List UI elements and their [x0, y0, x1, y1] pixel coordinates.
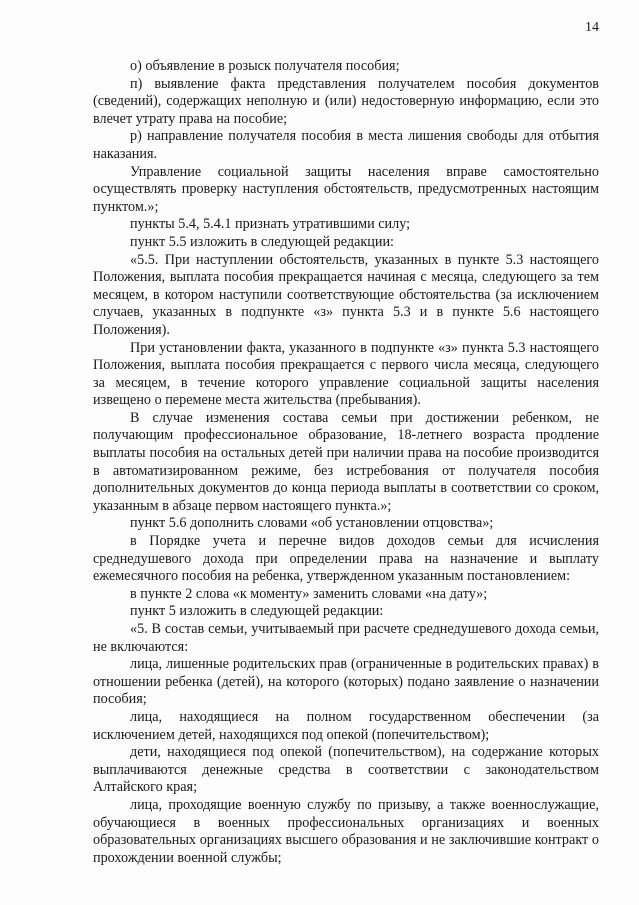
paragraph-item-p: п) выявление факта представления получателем пособия документов (сведений), содержащих неполную и (или) недостоверную информацию, если это влечет утрату права на пособие; [93, 75, 599, 127]
list-item-military-service: лица, проходящие военную службу по призыву, а также военнослужащие, обучающиеся в военных профессиональных организациях и военных образовательных организациях высшего образования и не заключившие контракт о прохождении военной службы; [93, 796, 599, 866]
paragraph-5-5-text: «5.5. При наступлении обстоятельств, указанных в пункте 5.3 настоящего Положения, выплата пособия прекращается начиная с месяца, следующего за тем месяцем, в котором наступили соответствующие обстоятельства (за исключением случаев, указанных в подпункте «з» пункта 5.3 и в пункте 5.6 настоящего Положения). [93, 251, 599, 338]
paragraph-item-r: р) направление получателя пособия в места лишения свободы для отбытия наказания. [93, 128, 599, 162]
paragraph-5-5-intro: пункт 5.5 изложить в следующей редакции: [130, 233, 394, 250]
paragraph-point-2-amend: в пункте 2 слова «к моменту» заменить словами «на дату»; [130, 585, 488, 602]
page-number: 14 [585, 20, 599, 35]
paragraph-repeal-5-4: пункты 5.4, 5.4.1 признать утратившими силу; [130, 216, 411, 233]
paragraph-family-change: В случае изменения состава семьи при достижении ребенком, не получающим профессиональное образование, 18-летнего возраста продление выплаты пособия на остальных детей при наличии права на пособие производится в автоматизированном режиме, без истребования от получателя пособия дополнительных документов до конца периода выплаты в соответствии со сроком, указанным в абзаце первом настоящего пункта.»; [93, 409, 599, 514]
paragraph-residence-change: При установлении факта, указанного в подпункте «з» пункта 5.3 настоящего Положения, выплата пособия прекращается с первого числа месяца, следующего за месяцем, в течение которого управление социальной защиты населения извещено о перемене места жительства (пребывания). [93, 339, 599, 409]
list-item-state-support: лица, находящиеся на полном государственном обеспечении (за исключением детей, находящихся под опекой (попечительством); [93, 708, 599, 743]
paragraph-point-5-intro: пункт 5 изложить в следующей редакции: [130, 603, 384, 620]
paragraph-authority-check: Управление социальной защиты населения вправе самостоятельно осуществлять проверку наступления обстоятельств, предусмотренных настоящим пунктом.»; [93, 163, 599, 215]
list-item-deprived-rights: лица, лишенные родительских прав (ограниченные в родительских правах) в отношении ребенка (детей), на которого (которых) подано заявление о назначении пособия; [93, 656, 599, 708]
paragraph-item-o: о) объявление в розыск получателя пособия; [130, 58, 400, 74]
paragraph-income-procedure: в Порядке учета и перечне видов доходов семьи для исчисления среднедушевого дохода при определении права на назначение и выплату ежемесячного пособия на ребенка, утвержденном указанным постановлением: [93, 533, 599, 585]
paragraph-5-6-amend: пункт 5.6 дополнить словами «об установлении отцовства»; [130, 515, 494, 532]
paragraph-point-5-text: «5. В состав семьи, учитываемый при расчете среднедушевого дохода семьи, не включаются: [93, 621, 599, 655]
list-item-guardianship: дети, находящиеся под опекой (попечительством), на содержание которых выплачиваются денежные средства в соответствии с законодательством Алтайского края; [93, 744, 599, 796]
document-body [93, 58, 599, 867]
